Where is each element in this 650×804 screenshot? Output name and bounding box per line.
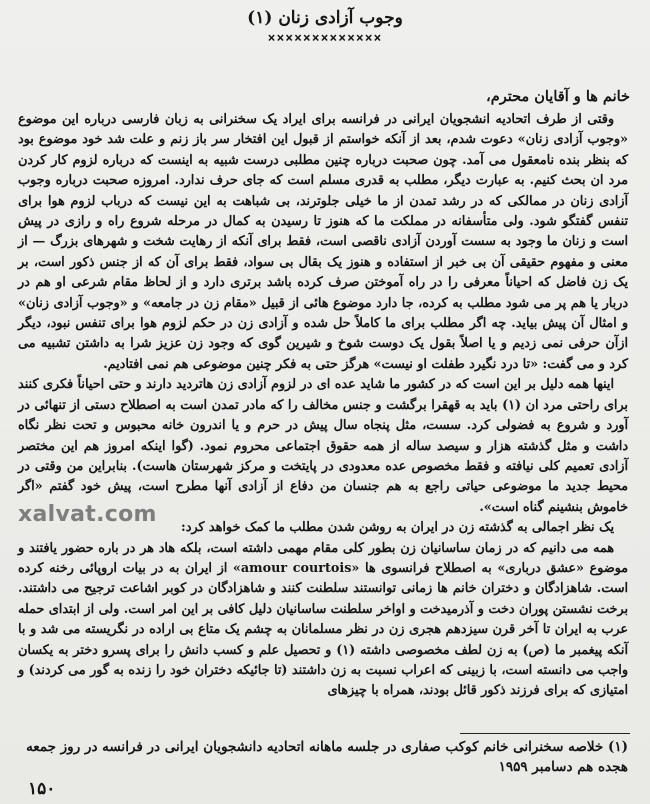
salutation: خانم ها و آقایان محترم، bbox=[486, 88, 630, 105]
title-underline-stars: ××××××××××××× bbox=[267, 31, 383, 46]
footnote: (۱) خلاصه سخنرانی خانم کوکب صفاری در جلسه ماهانه اتحادیه دانشجویان ایرانی در فرانسه در روز جمعه هجده هم دسامبر ۱۹۵۹ bbox=[26, 739, 628, 775]
paragraph: همه می دانیم که در زمان ساسانیان زن بطور کلی مقام مهمی داشته است، بلکه هاد هر در باره حضور یافتند و موضوع «عشق درباری» به اصطلاح فرانسوی ها «amour courtois» از ایران به در بیات اروپائی رخنه کرده است. شاهزادگان و دختران خانم ها زمانی توانستند سلطنت کنند و شاهزادگان در کوبر اشاعت ترجیح می داشتند. برخت نشستن پوران دخت و آذرمیدخت و اواخر سلطنت ساسانیان دلیل کافی بر این امر است. ولی از ابتدای حمله عرب به ایران تا آخر قرن سیزدهم هجری زن در نظر مسلمانان به چشم یک متاع بی اراده در نگریسته می شد و با آنکه پیغمبر ما (ص) به زن لطف مخصوصی داشته (۱) و تحصیل علم و کسب دانش را برای پسرو دختر به یکسان واجب می دانسته است، با زبینی که اعراب نسبت به زن داشتند (تا جائیکه دختران خود را زنده به گور می کردند) و امتیازی که برای فرزند ذکور قائل بودند، همراه با چیزهای bbox=[18, 540, 628, 699]
paragraph: یک نظر اجمالی به گذشته زن در ایران به روشن شدن مطلب ما کمک خواهد کرد: bbox=[180, 520, 614, 536]
footnote-divider bbox=[460, 733, 630, 734]
paragraph: اینها همه دلیل بر این است که در کشور ما شاید عده ای در لزوم آزادی زن هاتردید دارند و حتی احیاناً فکری کنند برای راحتی مرد ان (۱) باید به قهقرا برگشت و جنس مخالف را که مادر تمدن است به اصطلاح دستی از تنهائی در آورد و شروع به فضولی کرد. سست، مثل پنجاه سال پیش در حرم و یا اندرون خانه محبوس و تحت نظر نگاه داشت و مثل گذشته هزار و سیصد ساله از همه حقوق اجتماعی محروم نمود. (گوا اینکه امروز هم این مختصر آزادی تعمیم کلی نیافته و فقط مخصوص عده معدودی در پایتخت و مرکز شهرستان هاست). بنابراین من وقتی در محیط جدید ما موضوعی حیاتی راجع به هم جنسان من دفاع از آزادی آنها مطرح است، پیش خود گفتم «اگر خاموش بنشینم گناه است». bbox=[18, 377, 628, 515]
paragraph: وقتی از طرف اتحادیه انشجویان ایرانی در فرانسه برای ایراد یک سخنرانی به زبان فارسی درباره این موضوع «وجوب آزادی زنان» دعوت شدم، بعد از آنکه خواستم از قبول این افتخار سر باز زنم و علت شد خود موضوع بود که بنظر بنده نامعقول می آمد. چون صحبت درباره چنین مطلبی درست شبیه به اینست که درباره لزوم کار کردن مرد ان بحث کنیم. به عبارت دیگر، مطلب به قدری مسلم است که جای حرف ندارد. امروزه صحبت درباره وجوب آزادی زنان در ممالکی که در رشد تمدن از ما خیلی جلوترند، بی شباهت به این نیست که درباب لزوم هوا برای تنفس گفتگو شود. ولی متأسفانه در مملکت ما که هنوز تا رسیدن به کمال در مرحله شروع راه و رازی در پیش است و زنان ما وجود به سست آوردن آزادی ناقصی است، فقط برای آنکه از رهایت شخت و شهرهای بزرگ — از معنی و مفهوم حقیقی آن بی خبر از استفاده و هنوز یک بقال بی سواد، فقط برای آن که از جنس ذکور است، بر یک زن فاضل که احیاناً معرفی را در راه آموختن صرف کرده باشد برتری دارد و از لحاظ مقام شرعی او هم در دربار یا هم پر می شود مطلب به کرده، جا دارد موضوع هائی از قبیل «مقام زن در جامعه» و «وجوب آزادی زنان» و امثال آن پیش بیاید. چه اگر مطلب برای ما کاملاً حل شده و آزادی زن در حکم لزوم هوا برای تنفس نبود، دیگر ازآن حرفی نمی زدیم و یا اصلاً بقول یک دوست شوخ و شیرین گوی که وجود زن عزیز شرا به داشتن تشبیه می کرد و می گفت: «تا درد نگیرد طفلت او نیست» هرگز حتی به فکر چنین موضوعی هم نمی افتادیم. bbox=[18, 112, 628, 372]
page-number: ۱۵۰ bbox=[28, 779, 56, 799]
article-title: وجوب آزادی زنان (۱) bbox=[247, 8, 403, 28]
watermark: xalvat.com bbox=[18, 502, 157, 527]
article-body bbox=[18, 110, 628, 702]
